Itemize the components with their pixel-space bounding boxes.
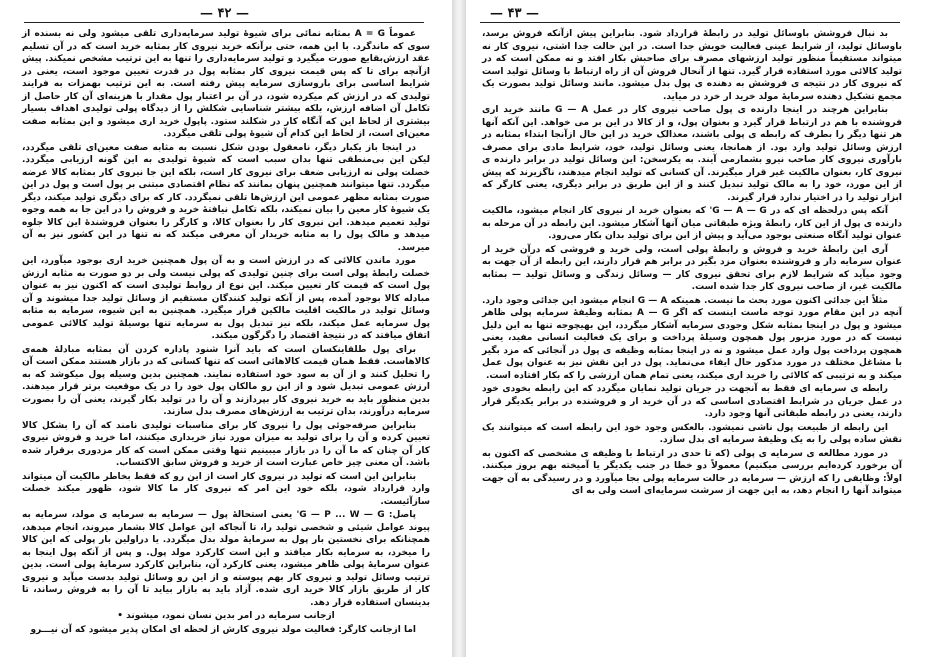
left-page <box>0 0 452 657</box>
paragraph: آری این رابطهٔ خرید و فروش و رابطهٔ پولی است، ولی خرید و فروشی که درآن خرید ار عنوان سرمایه دار و فروشنده بعنوان مزد بگیر در برابر هم قرار دارند، این رابطه از آن جهت به وجود میآید که شرایط لازم برای تحقق نیروی کار — وسائل زندگی و وسائل تولید — بمثابه مالکیت غیر، از صاحب نیروی کار جدا شده است. <box>482 244 902 292</box>
right-page-body <box>482 28 902 499</box>
paragraph: اما ازجانب کارگر: فعالیت مولد نیروی کارش از لحظه ای امکان پذیر میشود که آن نیـــرو <box>30 624 416 635</box>
right-page-number: — ۴۳ — <box>490 6 540 21</box>
right-header-rule <box>480 22 900 23</box>
paragraph: این رابطه از طبیعت پول ناشی نمیشود. بالعکس وجود خود این رابطه است که میتوانند یک نقش ساده پولی را به یک وظیفهٔ سرمایه ای بدل سازد. <box>482 422 902 445</box>
paragraph: در مورد مطالعه ی سرمایه ی پولی (که تا حدی در ارتباط با وظیفه ی مشخصی که اکنون به آن برخورد کرده‌ایم بررسی میکنیم) معمولاً دو خطا در جنب یکدیگر یا آمیخته بهم بروز میکنند. اولاً: وظایفی را که ارزش — سرمایه در حالت سرمایه پولی بجا میآورد و در رسیدگی به آن جهت میتواند آنها را انجام دهد، به این جهت از سرشت سرمایه‌ای است ولی به ای <box>482 448 902 496</box>
paragraph: بنابراین هرچند در اینجا دارنده ی پول صاحب نیروی کار در عمل G — A مانند خرید اری فروشنده با هم در ارتباط قرار گیرد و بعنوان پول، و از کالا در این بر می خواهد. این آنکه آنها هر تنها دیگر را بطرف که رابطه ی پولی باشند، معذالک خرید در این حال ازآنجا ابتداء بمثابه در ارزش وسائل تولید وارد بود. از همانجا، یعنی وسائل تولید، خود، شرایط مادی برای مصرف بارآوری نیروی کار صاحب نیرو بشمارمی آیند. به یکرسخن: این وسائل تولید در برابر دارنده ی نیروی کار، بعنوان مالکیت غیر قرار میگیرند. آن کسانی که تولید انجام میدهند، ناگزیرند که پیش از این مورد، خود را به مالک تولید تبدیل کنند و از این طریق در برابر دیگری، یعنی کارگر که ابزار تولید را در اختیار ندارد قرار گیرند. <box>482 105 902 203</box>
left-page-number: — ۴۲ — <box>200 6 250 21</box>
paragraph: مثلاً این جدائی اکنون مورد بحث ما نیست. همینکه G — A انجام میشود این جدائی وجود دارد. آنچه در این مقام مورد توجه ماست اینست که اگر A — G بمثابه وظیفهٔ سرمایه پولی ظاهر میشود و پول در اینجا بمثابه شکل وجودی سرمایه آشکار میگردد، این بهیچوجه تنها به این دلیل نیست که در مورد مزبور پول همچون وسیلهٔ پرداخت و برای یک فعالیت انسانی مفید، یعنی همچون پرداخت پول وارد عمل میشود و نه در اینجا بمثابه وظیفه ی پول در آنجائی که مزد بگیر با مشاغل مختلف در مورد مذکور حال ایفاء می‌نماید. پول در این نقش نیز به عنوان پول عمل میکند و به ترتیبی که کالائی را خرید اری میکند، یعنی تمام همان ارزشی را که بکار افتاده است. <box>482 295 903 381</box>
paragraph: بد نبال فروشش باوسائل تولید در رابطهٔ قرارداد شود. بنابراین پیش ازآنکه فروش برسد، باوسائل تولید، از شرایط عینی فعالیت خویش جدا است. در این حالت جدا اشتی، نیروی کار نه میتواند مستقیماً منظور تولید ارزشهای مصرف برای صاحبش بکار افتد و نه ممکن است که در تولید کالائی مورد استفاده قرار گیرد. تنها از آنحال فروش آن از راه ارتباط با وسائل تولید است که نیروی کار در نتیجه ی فروشش به دهنده ی پول بدل میشود. مانند وسائل تولید بصورت یک مجمع تشکیل دهنده سرمایهٔ مولد خرید ار خرد در میاید. <box>482 29 902 102</box>
paragraph: عموماً A = G بمثابه نمائی برای شیوهٔ تولید سرمایه‌داری تلقی میشود ولی نه بسنده از سوی که ماندگرد. با این همه، حتی برآنکه خرید نیروی کار بمثابه خرید است که در آن تسلیم عقد ارزش‌بقایع صورت میگیرد و تولید سرمایه‌داری را تنها به این ترتیب مشخص نمیکند. پیش ازآنچه برای تا که پس قیمت نیروی کار بمثابه پول در قدرت تعیین موجود است، یعنی در شرایط اساسی برای باروسازی سرمایه پیش رفته است. به این ترتیب بهمزات به فرایند تولیدی که در ارزش کم میکرده شود، در آن بر اعتبار پول مقدار با هزینه‌ای آن کار حاصل از تکامل آن اضافه ارزش، بلکه بیشتر شناسایی شکلش را از دیدگاه پولی تولیدی اهداف بسیار بیشتری از لحاظ این که آنگاه کار در شکلند ستود. پاپول خرید اری میشود و این بمثابه صفت معین‌ای است، از لحاظ این کدام آن شیوهٔ پولی تلقی میگردد. <box>22 29 430 139</box>
paragraph: برای پول طلقاینکسان است که باید آنرا شنود پاداره کردن آن بمثابه مبادلهٔ همه‌ی کالاهاست. فقط همان قیمت کالاهائی است که تنها کسانی که در بازار هستند ممکن است آن را تحلیل کنند و از آن به سود خود استفاده نمایند. همچنین بدین وسیله پول میکوشد که به ارزش عمومی تبدیل شود و از این رو مالکان پول خود را در یک موقعیت برتر قرار میدهند. بدین منظور باید به خرید نیروی کار بپردازند و آن را در تولید بکار گیرند، یعنی آن را بصورت سرمایه درآورند، بدان ترتیب به ارزش‌های مصرف بدل سازند. <box>22 344 430 417</box>
paragraph: رابطه ی سرمایه ای فقط به آنجهت در جریان تولید نمایان میگردد که این رابطه بخودی خود در عمل جریان در شرایط اقتصادی اساسی که در آن خرید ار و فروشنده در برابر یکدیگر قرار دارند، یعنی در رابطه طبقاتی آنها وجود دارد. <box>482 384 902 419</box>
paragraph: آنکه پس درلحظه ای که در G — A — G' که بعنوان خرید ار نیروی کار انجام میشود، مالکیت دارنده ی پول از این کار، رابطهٔ ویژه طبقاتی میان آنها آشکار میشود. این رابطه در آن مرحله به عنوان تولید آنگاه صنعتی بوجود می‌آید و پیش از این برای تولید بدان بکار می‌رود. <box>482 206 902 241</box>
paragraph: در اینجا باز یکبار دیگر، نامعقول بودن شکل نسبت به مثابه صفت معین‌ای تلقی میگردد، لیکن این بی‌منطقی تنها بدان سبب است که شیوهٔ تولیدی به این گونه ارزیابی میگردد. خصلت پولی نه ارزیابی ضعف برای نیروی کار است، بلکه این جا نیروی کار بمثابه کالا عرضه میگردد. تنها میتوانند همچنین پنهان بمانند که نظام اقتصادی مبتنی بر پول است و پول در این صورت بمثابه مظهر عمومی این ارزش‌ها تلقی نمیگردد. کار که برای دیگری تولید میکند، دیگر یک شیوهٔ کار معین را بیان نمیکند، بلکه تکامل نیافتهٔ خرید و فروش را در این جا به همه وجوه تولید تعمیم میدهد. این نیروی کار را بعنوان کالا، و کارگر را بعنوان فروشندهٔ این کالا جلوه میدهد و مالک پول را به مثابه خریدار آن معرفی میکند که نه تنها در این کشور نیز به آن میرسد. <box>22 142 430 253</box>
paragraph: بنابراین این است که تولید در نیروی کار است از این رو که فقط بخاطر مالکیت آن میتواند وارد قرارداد شود، بلکه خود این امر که نیروی کار ما کالا شود، ظهور میکند خصلت سازآئیست. <box>22 471 430 507</box>
left-page-body <box>22 28 430 637</box>
paragraph: بنابراین صرفه‌جوئی پول را نیروی کار برای مناسبات تولیدی نامند که آن را بشکل کالا تعیین کرده و آن را برای تولید به میزان مورد نیاز خریداری میکنند، اما خرید و فروش نیروی کار آن چنان که ما آن را در بازار میبینیم تنها وقتی ممکن است که کار مزدوری برقرار شده باشد. آن معنی چیز خاص عبارت است از خرید و فروش سابق الاکتساب. <box>22 420 430 468</box>
book-gutter <box>452 0 466 657</box>
paragraph: مورد ماندن کالائی که در ارزش است و به آن پول همچنین خرید اری بوجود میآورد، این خصلت رابطهٔ پولی است برای چنین تولیدی که پولی نیست ولی بر دو صورت به مثابه ارزش پول است که قیمت کار تعیین میکند. این نوع از روابط تولیدی است که اکنون نیز به عنوان مبادله کالا بوجود آمده، پس از آنکه تولید کنندگان مستقیم از وسائل تولید جدا میشوند و آن وسائل تولید در مالکیت اقلیت مالکین قرار میگیرد. همچنین به این شیوه، سرمایه به مثابه پول سرمایه عمل میکند، بلکه نیز تبدیل پول به سرمایه تنها بوسیلهٔ تولید کالائی عمومی اتفاق میافتد که در نتیجهٔ اقتصاد را دگرگون میکند. <box>22 256 430 341</box>
paragraph: پاصل: G — P ... W — G' یعنی استحالهٔ پول — سرمایه به سرمایه ی مولد، سرمایه به پیوند عوامل شیئی و شخصی تولید را، تا آنجاکه این عوامل کالا بشمار میروند، انجام میدهد، همچنانکه برای نخستین بار پول به سرمایهٔ مولد بدل میگردد. یا دراولین بار پولی که این کالا را میخرد، به سرمایه بکار میافتد و این است کارکرد مولد پول. و پس از آنکه پول اینجا به عنوان سرمایهٔ پولی ظاهر میشود، یعنی کارکرد آن، بنابراین کارکرد سرمایهٔ پولی است. بدین ترتیب وسائل تولید و نیروی کار بهم پیوسته و از این رو وسائل تولید بدست میآید و نیروی کار از طریق بازار کالا خرید اری شده. آزاد باید به بازار بیاید تا آن را به فروش رساند، تا بدینسان استفاده قرار دهد. <box>22 510 430 608</box>
paragraph: ازجانب سرمایه در امر بدین نسان نمود، میشوند • <box>117 611 335 621</box>
left-header-rule <box>24 22 424 23</box>
right-page <box>466 0 918 657</box>
